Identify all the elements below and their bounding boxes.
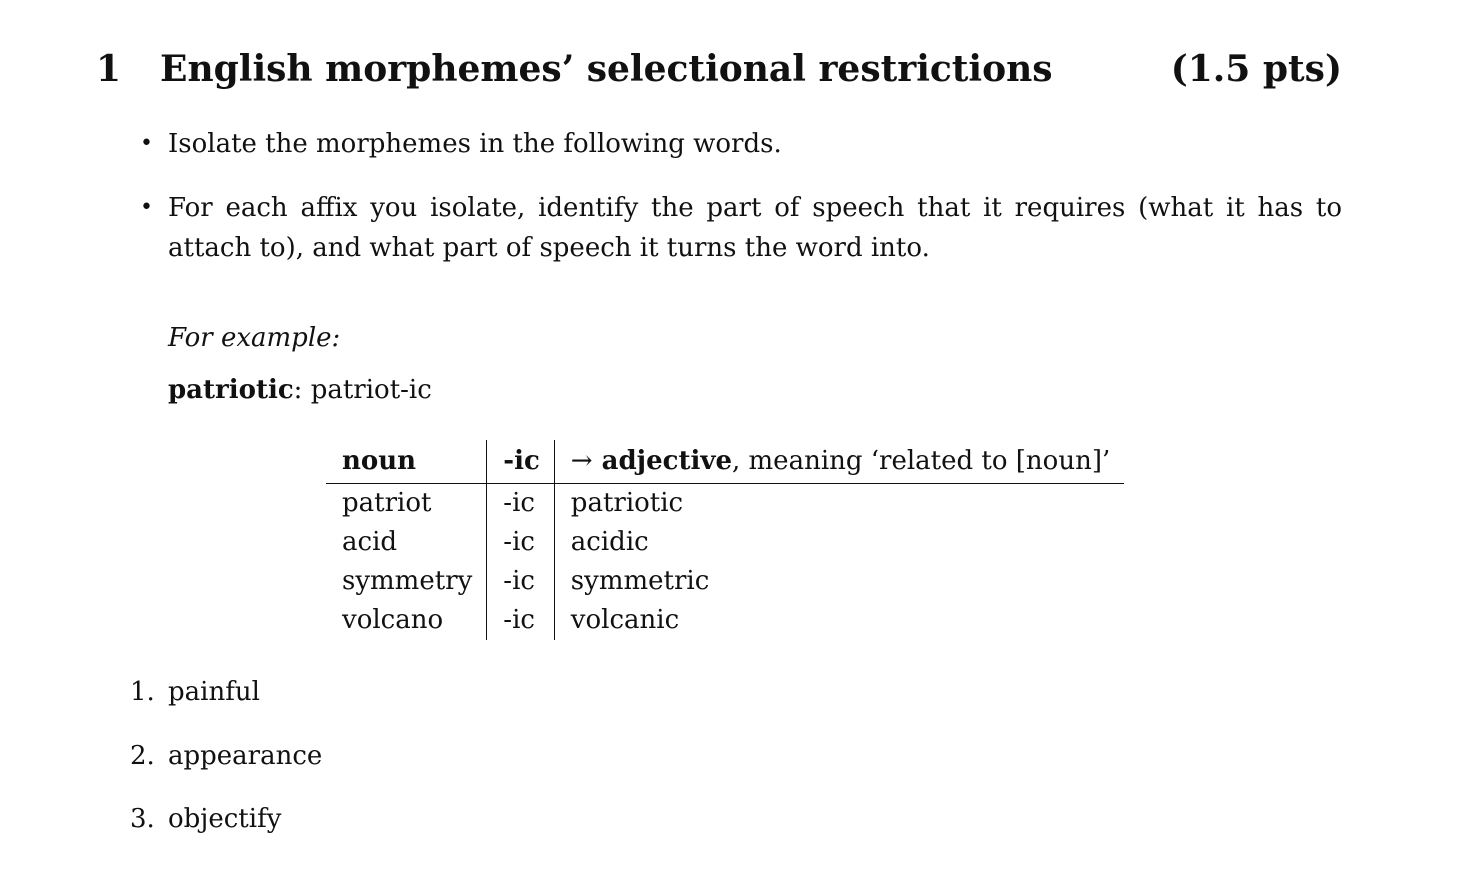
instruction-text: For each affix you isolate, identify the part of speech that it requires (what it has to attach to), and what part of speech it turns the word into. xyxy=(168,193,1342,263)
example-separator: : xyxy=(293,375,303,405)
cell-result: volcanic xyxy=(554,601,1124,640)
cell-affix: -ic xyxy=(487,601,555,640)
bullet-icon: • xyxy=(140,131,153,156)
section-heading xyxy=(96,44,1342,94)
table-row xyxy=(326,601,1124,640)
cell-noun: patriot xyxy=(342,488,432,518)
example-line xyxy=(168,370,432,410)
cell-result: patriotic xyxy=(554,484,1124,524)
instruction-bullet xyxy=(140,124,1342,164)
cell-affix: -ic xyxy=(487,562,555,601)
cell-noun: acid xyxy=(342,527,398,557)
section-points: (1.5 pts) xyxy=(1170,48,1342,90)
header-noun: noun xyxy=(342,446,417,476)
example-word: patriotic xyxy=(168,375,294,405)
section-number: 1 xyxy=(96,48,122,90)
table-header-row xyxy=(326,440,1124,484)
example-segmentation: patriot-ic xyxy=(310,375,432,405)
item-word: objectify xyxy=(168,804,282,834)
item-number: 2. xyxy=(130,741,155,771)
table-row xyxy=(326,484,1124,524)
item-number: 3. xyxy=(130,804,155,834)
instruction-text: Isolate the morphemes in the following words. xyxy=(168,129,782,159)
section-title: English morphemes’ selectional restrictions xyxy=(160,48,1053,90)
item-word: appearance xyxy=(168,741,323,771)
morpheme-table xyxy=(326,440,1124,640)
list-item xyxy=(130,736,730,776)
cell-result: acidic xyxy=(554,523,1124,562)
header-affix: -ic xyxy=(487,440,555,484)
table-row xyxy=(326,523,1124,562)
list-item xyxy=(130,799,730,839)
instruction-bullet xyxy=(140,188,1342,268)
cell-result: symmetric xyxy=(554,562,1124,601)
cell-affix: -ic xyxy=(487,523,555,562)
header-result xyxy=(554,440,1124,484)
example-label: For example: xyxy=(168,323,341,353)
table-row xyxy=(326,562,1124,601)
item-word: painful xyxy=(168,677,260,707)
header-pos: adjective xyxy=(601,446,732,476)
item-number: 1. xyxy=(130,677,155,707)
cell-noun: volcano xyxy=(342,605,444,635)
cell-noun: symmetry xyxy=(342,566,473,596)
list-item xyxy=(130,672,730,712)
header-meaning: , meaning ‘related to [noun]’ xyxy=(732,446,1111,476)
bullet-icon: • xyxy=(140,195,153,220)
arrow-icon: → xyxy=(570,446,593,476)
cell-affix: -ic xyxy=(487,484,555,524)
